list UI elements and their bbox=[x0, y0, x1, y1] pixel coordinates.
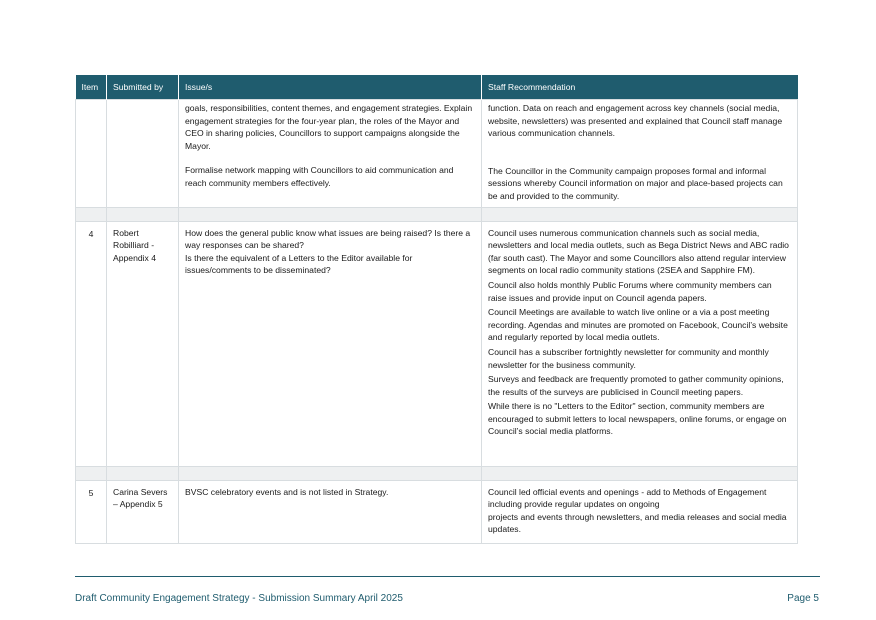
cell-item: 4 bbox=[76, 221, 107, 466]
header-item: Item bbox=[76, 75, 107, 100]
recommendation-paragraph: Council uses numerous communication channels such as social media, newsletters and local media outlets, such as Bega District News and ABC radio (far south cast). The Mayor and some Councillors also attend regular interview segments on local radio community stations (2SEA and Sapphire FM). bbox=[488, 227, 789, 276]
recommendation-paragraph: projects and events through newsletters, and media releases and social media updates. bbox=[488, 511, 787, 535]
header-staff-recommendation: Staff Recommendation bbox=[482, 75, 798, 100]
issue-paragraph: Formalise network mapping with Councillors to aid communication and reach community members effectively. bbox=[185, 165, 454, 188]
table-row-item-4 bbox=[76, 221, 798, 466]
cell-recommendation bbox=[482, 480, 798, 543]
cell-recommendation bbox=[482, 221, 798, 466]
footer-page-number: Page 5 bbox=[787, 593, 819, 604]
recommendation-paragraph: While there is no "Letters to the Editor" section, community members are encouraged to submit letters to local newspapers, online forums, or engage on Council’s social media platforms. bbox=[488, 401, 787, 437]
table-header-row bbox=[76, 75, 798, 100]
footer-divider bbox=[75, 576, 820, 577]
table-spacer-row bbox=[76, 207, 798, 221]
cell-submitted-by: Robert Robilliard - Appendix 4 bbox=[107, 221, 179, 466]
table-row-item-5 bbox=[76, 480, 798, 543]
table-row-continued bbox=[76, 100, 798, 208]
recommendation-paragraph: Council Meetings are available to watch live online or a via a post meeting recording. Agendas and minutes are promoted on Facebook, Council’s website and regularly reported by local media outlets. bbox=[488, 307, 788, 343]
table-spacer-row bbox=[76, 466, 798, 480]
cell-issues: BVSC celebratory events and is not listed in Strategy. bbox=[179, 480, 482, 543]
cell-submitted-by bbox=[107, 100, 179, 208]
footer-document-title: Draft Community Engagement Strategy - Submission Summary April 2025 bbox=[75, 593, 403, 604]
cell-item: 5 bbox=[76, 480, 107, 543]
issue-paragraph: goals, responsibilities, content themes, and engagement strategies. Explain engagement strategies for the four-year plan, the roles of the Mayor and CEO in sharing policies, Councillors to support campaigns alongside the Mayor. bbox=[185, 103, 473, 151]
recommendation-paragraph: function. Data on reach and engagement across key channels (social media, website, newsletters) was presented and explained that Council staff manage various communication channels. bbox=[488, 103, 783, 139]
header-issues: Issue/s bbox=[179, 75, 482, 100]
issue-paragraph: Is there the equivalent of a Letters to the Editor available for issues/comments to be disseminated? bbox=[185, 252, 413, 276]
recommendation-paragraph: Surveys and feedback are frequently promoted to gather community opinions, the results of the surveys are publicised in Council meeting papers. bbox=[488, 374, 784, 397]
cell-recommendation bbox=[482, 100, 798, 208]
cell-submitted-by: Carina Severs – Appendix 5 bbox=[107, 480, 179, 543]
recommendation-paragraph: Council has a subscriber fortnightly newsletter for community and monthly newsletter for the business community. bbox=[488, 346, 769, 370]
cell-issues bbox=[179, 221, 482, 466]
recommendation-paragraph: The Councillor in the Community campaign proposes formal and informal sessions whereby Council information on major and place-based projects can be and provided to the community. bbox=[488, 165, 783, 201]
header-submitted-by: Submitted by bbox=[107, 75, 179, 100]
cell-item bbox=[76, 100, 107, 208]
cell-issues bbox=[179, 100, 482, 208]
submission-summary-table bbox=[75, 75, 798, 544]
issue-paragraph: How does the general public know what issues are being raised? Is there a way responses can be shared? bbox=[185, 227, 471, 251]
recommendation-paragraph: Council led official events and openings - add to Methods of Engagement including provide regular updates on ongoing bbox=[488, 486, 767, 510]
recommendation-paragraph: Council also holds monthly Public Forums where community members can raise issues and provide input on Council agenda papers. bbox=[488, 279, 772, 303]
